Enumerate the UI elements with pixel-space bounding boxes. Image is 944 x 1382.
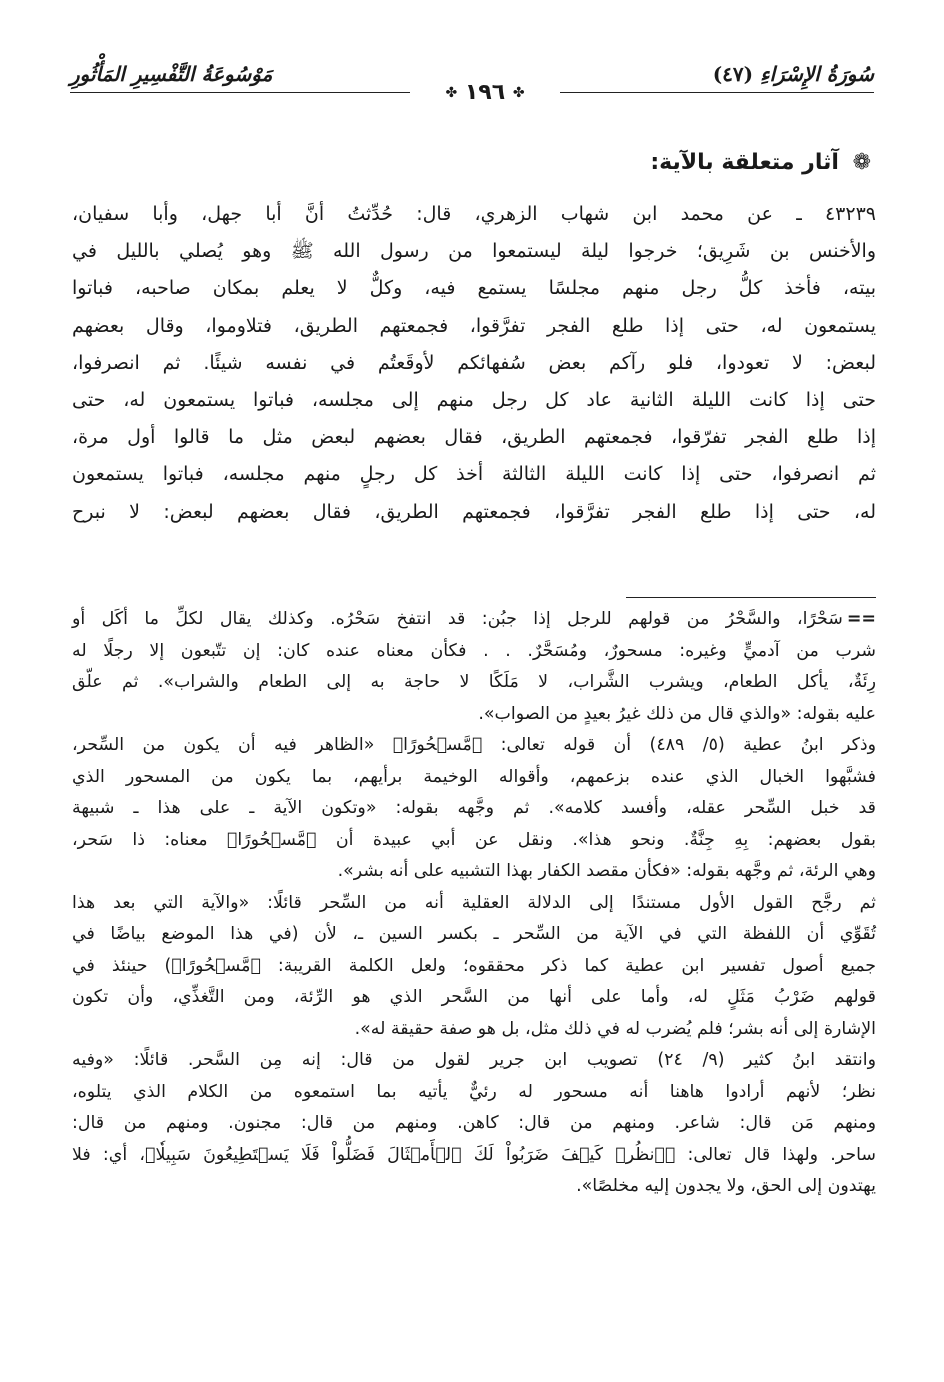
- footnote-line: فشبَّهوا الخبال الذي عنده بزعمهم، وأقواله الوخيمة برأيهم، بما يكون من المسحور الذي: [72, 766, 876, 787]
- footnote-separator: [626, 597, 876, 598]
- footnote-line: قولهم ضَرْبُ مَثَلٍ له، وأما على أنها من السَّحر الذي هو الرِّئة، ومن التَّغذِّي، وأن تكون: [72, 987, 876, 1007]
- surah-header: [713, 62, 874, 86]
- footnote-line: جميع أصول تفسير ابن عطية كما ذكر محققوه؛ ولعل الكلمة القريبة: ﴿مَّسۡحُورًا﴾) حينئذ في: [72, 955, 876, 976]
- footnote-line: قد خبل السِّحر عقله، وأفسد كلامه». ثم وجَّهه بقوله: «وتكون الآية ـ على هذا ـ شبيهة: [72, 798, 876, 818]
- athar-line: يستمعون له، حتى إذا طلع الفجر تفرَّقوا، فجمعتهم الطريق، فتلاوموا، وقال بعضهم: [72, 314, 876, 337]
- footnote-line: رِئَةٌ، يأكل الطعام، ويشرب الشَّراب، لا مَلَكًا لا حاجة به إلى الطعام والشراب». ثم علّق: [72, 672, 876, 692]
- athar-line: ٤٣٢٣٩ ـ عن محمد ابن شهاب الزهري، قال: حُدِّثتُ أنَّ أبا جهل، وأبا سفيان،: [72, 203, 876, 225]
- athar-line: والأخنس بن شَرِيق؛ خرجوا ليلة ليستمعوا من رسول الله ﷺ وهو يُصلي بالليل في: [72, 240, 876, 263]
- footnote-line: الإشارة إلى أنه بشر؛ فلم يُضرب له في ذلك مثل، بل هو صفة حقيقة له».: [354, 1018, 876, 1039]
- ornament-icon: ✤: [512, 85, 525, 101]
- surah-number: (٤٧): [712, 62, 754, 86]
- footnote-line: ثم رجَّح القول الأول مستندًا إلى الدلالة العقلية أنه من السِّحر قائلًا: «والآية التي بعد هذا: [72, 892, 876, 913]
- athar-text: [72, 196, 876, 531]
- footnote-line: بقول بعضهم: بِهِ جِنَّةٌ. ونحو هذا». ونقل عن أبي عبيدة أن ﴿مَّسۡحُورًا﴾ معناه: ذا سَحر،: [72, 829, 876, 850]
- footnote-line: تُقَوِّي أن اللفظة التي في الآية من السِّحر ـ بكسر السين ـ، لأن (في هذا الموضع بياضًا في: [72, 924, 876, 944]
- surah-title: سُورَةُ الإِسْرَاءِ: [760, 62, 874, 86]
- footnote-line: ومنهم مَن قال: شاعر. ومنهم من قال: كاهن. ومنهم من قال: مجنون. ومنهم من قال:: [72, 1113, 876, 1133]
- footnote-line: شرب من آدميٍّ وغيره: مسحورٌ، ومُسَحَّرٌ. . . فكأن معناه عنده كان: إن تتّبعون إلا رجلًا له: [72, 640, 876, 661]
- page-number-box: [410, 82, 560, 104]
- athar-line: إذا طلع الفجر تفرّقوا، فجمعتهم الطريق، فقال بعضهم لبعض مثل ما قالوا أول مرة،: [72, 426, 876, 449]
- book-title: مَوْسُوعَةُ التَّفْسِيرِ المَأْثُورِ: [70, 62, 273, 86]
- flower-icon: ❁: [852, 150, 871, 175]
- footnote-line: يهتدون إلى الحق، ولا يجدون إليه مخلصًا».: [576, 1176, 876, 1196]
- section-heading-text: آثار متعلقة بالآية:: [650, 150, 839, 175]
- footnotes: [72, 604, 876, 1203]
- section-heading: [650, 150, 871, 175]
- footnote-line: عليه بقوله: «والذي قال من ذلك غيرُ بعيدٍ من الصواب».: [478, 703, 876, 724]
- page-number: ١٩٦: [464, 80, 506, 105]
- footnote-line: وذكر ابنُ عطية (٥/ ٤٨٩) أن قوله تعالى: ﴿مَّسۡحُورًا﴾ «الظاهر فيه أن يكون من السِّحر،: [72, 735, 877, 755]
- page-header: [70, 58, 874, 108]
- footnote-line: نظر؛ لأنهم أرادوا هاهنا أنه مسحور له رئيٌّ يأتيه بما استمعوه من الكلام الذي يتلوه،: [72, 1081, 876, 1102]
- athar-line: لبعض: لا تعودوا، فلو رآكم بعض سُفهائكم لأوقَعتُم في نفسه شيئًا. ثم انصرفوا،: [72, 351, 876, 374]
- athar-line: حتى إذا كانت الليلة الثانية عاد كل رجل منهم إلى مجلسه، فباتوا يستمعون له، حتى: [72, 389, 876, 412]
- athar-line: بيته، فأخذ كلُّ رجل منهم مجلسًا يستمع فيه، وكلٌّ لا يعلم بمكان صاحبه، فباتوا: [72, 277, 876, 300]
- footnote-line: وانتقد ابنُ كثير (٩/ ٢٤) تصويب ابن جرير لقول من قال: إنه مِن السَّحر. قائلًا: «وفيه: [72, 1050, 876, 1070]
- footnote-line-text: سَحْرًا، والسَّحْرُ من قولهم للرجل إذا جبُن: قد انتفخ سَحْرُه. وكذلك يقال لكلِّ ما أكَل أو: [72, 609, 843, 629]
- continuation-mark: ==: [846, 609, 876, 629]
- athar-line: له، حتى إذا طلع الفجر تفرَّقوا، فجمعتهم الطريق، فقال بعضهم لبعض: لا نبرح: [72, 500, 876, 523]
- ornament-icon: ✤: [445, 85, 458, 101]
- footnote-line: ساحر. ولهذا قال تعالى: ﴿ٱنظُرۡ كَيۡفَ ضَرَبُواْ لَكَ ٱلۡأَمۡثَالَ فَضَلُّواْ فَلَا يَسۡتَطِيعُونَ سَبِيلٗا﴾، أي: فلا: [72, 1144, 876, 1165]
- footnote-line: وهي الرئة، ثم وجَّهه بقوله: «فكأن مقصد الكفار بهذا التشبيه على أنه بشر».: [337, 861, 876, 881]
- footnote-line: [72, 604, 876, 636]
- athar-line: ثم انصرفوا، حتى إذا كانت الليلة الثالثة أخذ كل رجلٍ منهم مجلسه، فباتوا يستمعون: [72, 463, 876, 486]
